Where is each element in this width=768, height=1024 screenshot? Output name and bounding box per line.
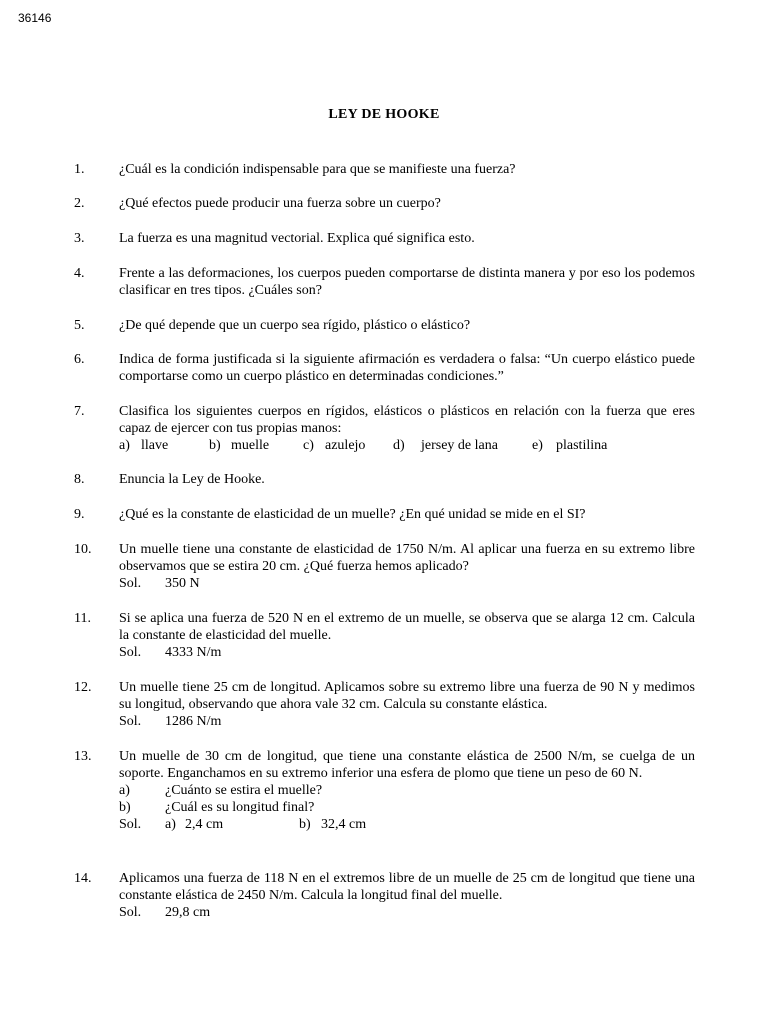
solution-value: 4333 N/m — [165, 645, 222, 660]
question-text: ¿Cuál es la condición indispensable para que se manifieste una fuerza? — [119, 162, 516, 177]
option-text: jersey de lana — [421, 438, 498, 453]
question-text: Indica de forma justificada si la siguiente afirmación es verdadera o falsa: “Un cuerpo elástico puede comportarse como un cuerpo plástico en determinadas condiciones.” — [119, 352, 695, 384]
question-number: 9. — [74, 507, 85, 522]
question-body — [119, 403, 695, 454]
solution — [119, 816, 695, 833]
question-number: 4. — [74, 266, 85, 281]
option-c — [303, 437, 393, 454]
option-b — [209, 437, 303, 454]
page-id: 36146 — [18, 11, 52, 25]
solution-b-value: 32,4 cm — [321, 817, 367, 832]
solution — [119, 904, 695, 921]
question-number: 12. — [74, 680, 92, 695]
question-body — [119, 679, 695, 730]
question-number: 10. — [74, 542, 92, 557]
solution-label: Sol. — [119, 645, 142, 660]
question-text: Frente a las deformaciones, los cuerpos pueden comportarse de distinta manera y por eso los podemos clasificar en tres tipos. ¿Cuáles son? — [119, 266, 695, 298]
question-body — [119, 541, 695, 592]
question-number: 8. — [74, 472, 85, 487]
question-body — [119, 610, 695, 661]
question-number: 6. — [74, 352, 85, 367]
solution-b-letter: b) — [299, 817, 311, 832]
solution-label: Sol. — [119, 576, 142, 591]
option-text: llave — [141, 438, 169, 453]
solution-value: 1286 N/m — [165, 714, 222, 729]
question-text: La fuerza es una magnitud vectorial. Explica qué significa esto. — [119, 231, 475, 246]
solution-label: Sol. — [119, 905, 142, 920]
solution-label: Sol. — [119, 714, 142, 729]
question-number: 13. — [74, 749, 92, 764]
question-number: 5. — [74, 318, 85, 333]
question-text: Clasifica los siguientes cuerpos en rígidos, elásticos o plásticos en relación con la fuerza que eres capaz de ejercer con tus propias manos: — [119, 404, 695, 436]
option-letter: a) — [119, 438, 130, 453]
solution-label: Sol. — [119, 817, 142, 832]
options-row — [119, 437, 695, 454]
solution-a-letter: a) — [165, 817, 176, 832]
solution — [119, 644, 695, 661]
option-e — [532, 437, 607, 454]
question-text: ¿De qué depende que un cuerpo sea rígido, plástico o elástico? — [119, 318, 471, 333]
question-text: Si se aplica una fuerza de 520 N en el extremo de un muelle, se observa que se alarga 12 cm. Calcula la constante de elasticidad del muelle. — [119, 611, 695, 643]
sub-text: ¿Cuánto se estira el muelle? — [165, 783, 323, 798]
question-text: ¿Qué efectos puede producir una fuerza sobre un cuerpo? — [119, 196, 441, 211]
solution-value: 350 N — [165, 576, 200, 591]
option-letter: d) — [393, 438, 405, 453]
option-a — [119, 437, 209, 454]
question-number: 7. — [74, 404, 85, 419]
sub-text: ¿Cuál es su longitud final? — [165, 800, 315, 815]
document-title: LEY DE HOOKE — [328, 107, 440, 122]
option-text: plastilina — [556, 438, 608, 453]
question-body — [119, 748, 695, 833]
option-d — [393, 437, 532, 454]
question-number: 14. — [74, 871, 92, 886]
question-number: 1. — [74, 162, 85, 177]
sub-question-b — [119, 799, 695, 816]
option-letter: b) — [209, 438, 221, 453]
solution — [119, 713, 695, 730]
option-text: muelle — [231, 438, 270, 453]
option-letter: e) — [532, 438, 543, 453]
question-number: 3. — [74, 231, 85, 246]
sub-question-a — [119, 782, 695, 799]
sub-letter: b) — [119, 800, 131, 815]
question-number: 2. — [74, 196, 85, 211]
question-text: ¿Qué es la constante de elasticidad de un muelle? ¿En qué unidad se mide en el SI? — [119, 507, 586, 522]
option-text: azulejo — [325, 438, 366, 453]
sub-letter: a) — [119, 783, 130, 798]
solution — [119, 575, 695, 592]
solution-value: 29,8 cm — [165, 905, 211, 920]
question-text: Un muelle tiene 25 cm de longitud. Aplicamos sobre su extremo libre una fuerza de 90 N y medimos su longitud, observando que ahora vale 32 cm. Calcula su constante elástica. — [119, 680, 695, 712]
solution-a-value: 2,4 cm — [185, 817, 224, 832]
question-body — [119, 870, 695, 921]
option-letter: c) — [303, 438, 314, 453]
question-text: Aplicamos una fuerza de 118 N en el extremos libre de un muelle de 25 cm de longitud que tiene una constante elástica de 2450 N/m. Calcula la longitud final del muelle. — [119, 871, 695, 903]
question-text: Un muelle tiene una constante de elasticidad de 1750 N/m. Al aplicar una fuerza en su extremo libre observamos que se estira 20 cm. ¿Qué fuerza hemos aplicado? — [119, 542, 695, 574]
question-number: 11. — [74, 611, 91, 626]
question-text: Un muelle de 30 cm de longitud, que tiene una constante elástica de 2500 N/m, se cuelga de un soporte. Enganchamos en su extremo inferior una esfera de plomo que tiene un peso de 60 N. — [119, 749, 695, 781]
question-text: Enuncia la Ley de Hooke. — [119, 472, 265, 487]
